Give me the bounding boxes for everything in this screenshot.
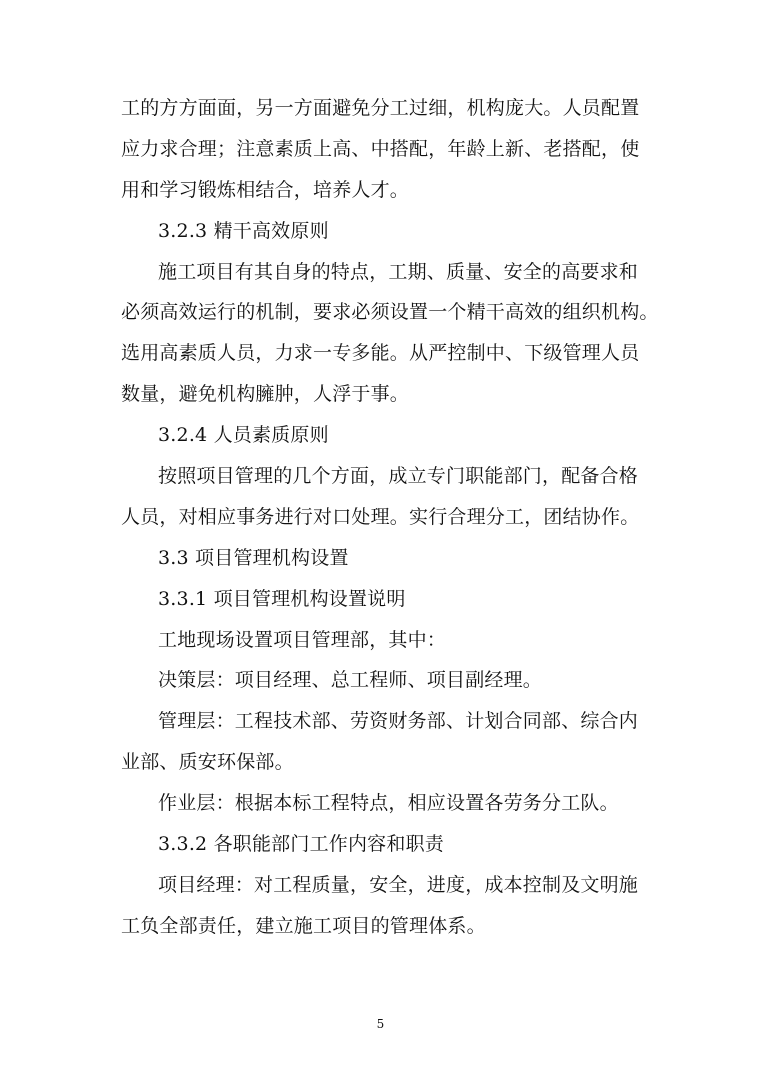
text-line: 应力求合理；注意素质上高、中搭配，年龄上新、老搭配，使 bbox=[121, 137, 640, 160]
text-line: 施工项目有其自身的特点，工期、质量、安全的高要求和 bbox=[158, 260, 639, 283]
text-line: 按照项目管理的几个方面，成立专门职能部门，配备合格 bbox=[158, 465, 639, 488]
section-heading: 3.3 项目管理机构设置 bbox=[158, 546, 349, 569]
text-line: 作业层：根据本标工程特点，相应设置各劳务分工队。 bbox=[158, 792, 619, 815]
text-line: 用和学习锻炼相结合，培养人才。 bbox=[121, 178, 410, 201]
text-line: 必须高效运行的机制，要求必须设置一个精干高效的组织机构。 bbox=[121, 301, 659, 324]
section-heading: 3.3.2 各职能部门工作内容和职责 bbox=[158, 833, 444, 856]
page-number: 5 bbox=[376, 1017, 385, 1031]
text-line: 工的方方面面，另一方面避免分工过细，机构庞大。人员配置 bbox=[121, 97, 640, 119]
text-line: 工地现场设置项目管理部，其中： bbox=[158, 628, 447, 651]
body-text bbox=[121, 88, 659, 947]
section-heading: 3.2.3 精干高效原则 bbox=[158, 219, 329, 242]
text-line: 决策层：项目经理、总工程师、项目副经理。 bbox=[158, 669, 543, 692]
text-line: 人员，对相应事务进行对口处理。实行合理分工，团结协作。 bbox=[121, 505, 640, 528]
text-line: 选用高素质人员，力求一专多能。从严控制中、下级管理人员 bbox=[121, 342, 640, 365]
section-heading: 3.3.1 项目管理机构设置说明 bbox=[158, 587, 406, 610]
text-line: 数量，避免机构臃肿，人浮于事。 bbox=[121, 383, 410, 406]
section-heading: 3.2.4 人员素质原则 bbox=[158, 424, 329, 447]
text-line: 业部、质安环保部。 bbox=[121, 751, 294, 774]
text-line: 工负全部责任，建立施工项目的管理体系。 bbox=[121, 914, 486, 937]
text-line: 管理层：工程技术部、劳资财务部、计划合同部、综合内 bbox=[158, 710, 639, 733]
text-line: 项目经理：对工程质量，安全，进度，成本控制及文明施 bbox=[158, 873, 639, 896]
